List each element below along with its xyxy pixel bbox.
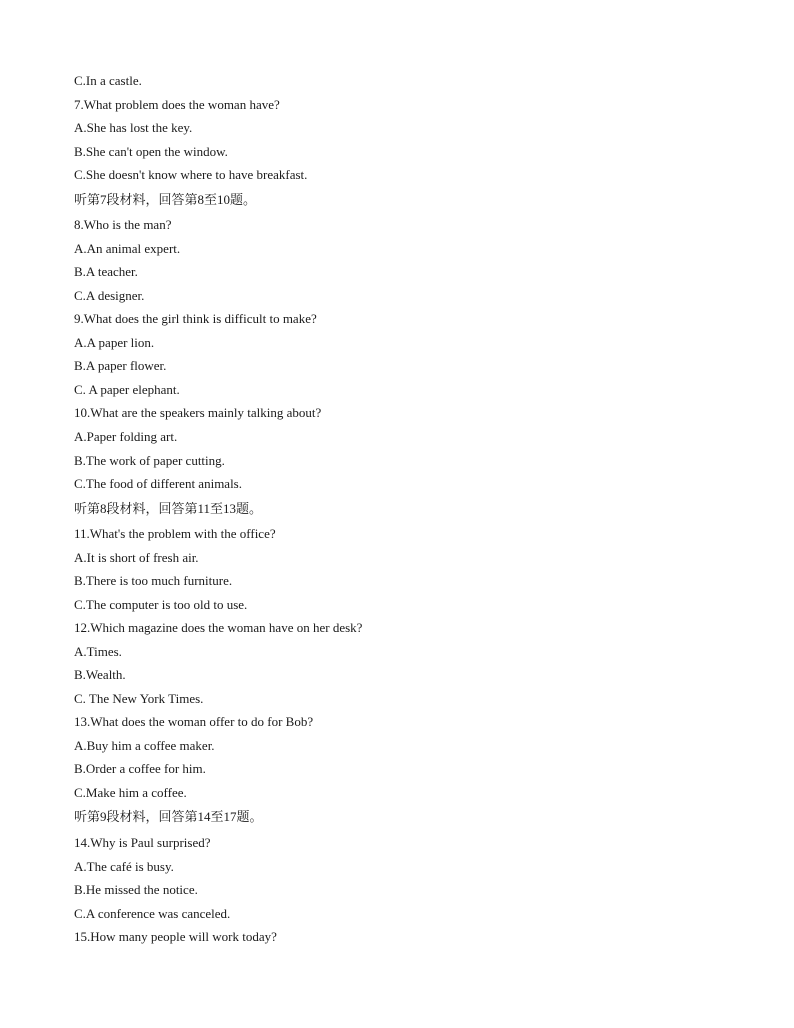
question-13: 13.What does the woman offer to do for Bob? [74,714,314,729]
q6-option-c: C.In a castle. [74,73,142,88]
question-7: 7.What problem does the woman have? [74,97,280,112]
q12-option-a: A.Times. [74,644,122,659]
q10-option-c: C.The food of different animals. [74,476,242,491]
q8-option-a: A.An animal expert. [74,241,181,256]
q12-option-b: B.Wealth. [74,667,126,682]
q11-option-c: C.The computer is too old to use. [74,597,248,612]
section-7-heading: 听第7段材料，回答第8至10题。 [74,192,257,207]
q14-option-c: C.A conference was canceled. [74,906,231,921]
q7-option-b: B.She can't open the window. [74,144,228,159]
q8-option-b: B.A teacher. [74,264,138,279]
q12-option-c: C. The New York Times. [74,691,204,706]
question-14: 14.Why is Paul surprised? [74,835,211,850]
question-10: 10.What are the speakers mainly talking about? [74,405,322,420]
q9-option-b: B.A paper flower. [74,358,167,373]
q13-option-a: A.Buy him a coffee maker. [74,738,215,753]
question-8: 8.Who is the man? [74,217,172,232]
q11-option-a: A.It is short of fresh air. [74,550,199,565]
q9-option-a: A.A paper lion. [74,335,155,350]
q8-option-c: C.A designer. [74,288,145,303]
q10-option-b: B.The work of paper cutting. [74,453,225,468]
q10-option-a: A.Paper folding art. [74,429,178,444]
question-9: 9.What does the girl think is difficult to make? [74,311,317,326]
q7-option-c: C.She doesn't know where to have breakfast. [74,167,308,182]
q13-option-b: B.Order a coffee for him. [74,761,206,776]
q14-option-b: B.He missed the notice. [74,882,198,897]
q7-option-a: A.She has lost the key. [74,120,193,135]
question-12: 12.Which magazine does the woman have on her desk? [74,620,363,635]
q11-option-b: B.There is too much furniture. [74,573,233,588]
question-15: 15.How many people will work today? [74,929,277,944]
question-11: 11.What's the problem with the office? [74,526,276,541]
section-8-heading: 听第8段材料，回答第11至13题。 [74,501,263,516]
q13-option-c: C.Make him a coffee. [74,785,187,800]
q9-option-c: C. A paper elephant. [74,382,180,397]
q14-option-a: A.The café is busy. [74,859,174,874]
section-9-heading: 听第9段材料，回答第14至17题。 [74,809,263,824]
